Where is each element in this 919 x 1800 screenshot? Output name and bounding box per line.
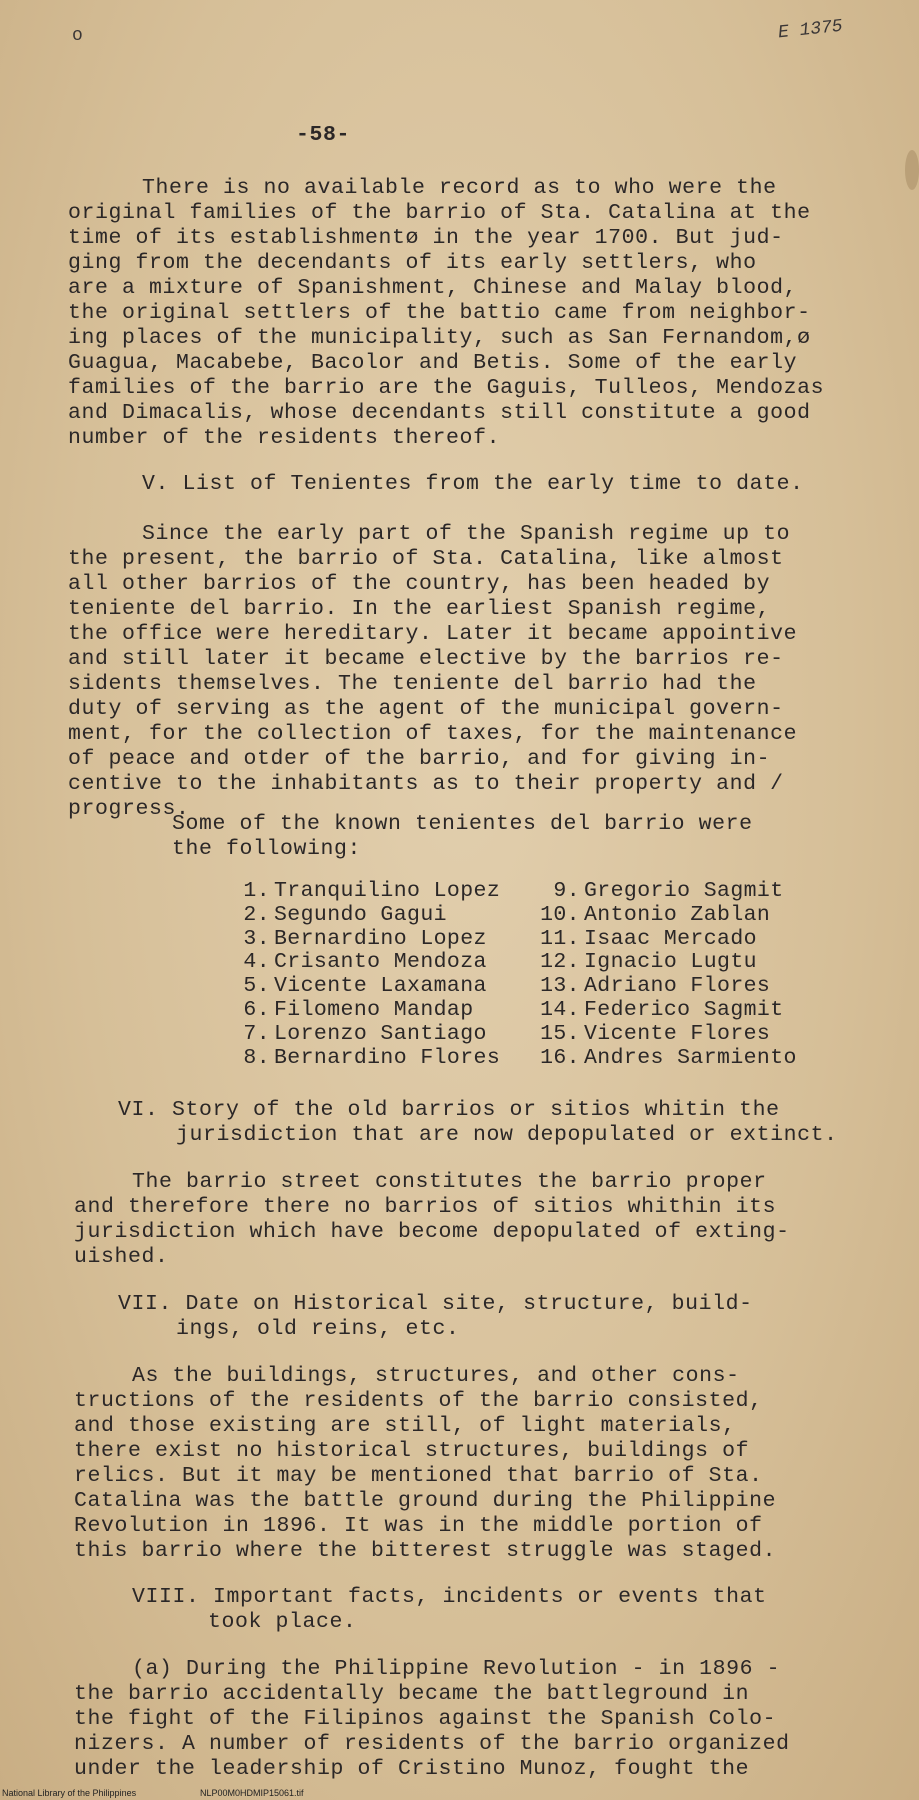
text-line: As the buildings, structures, and other cons- — [132, 1364, 740, 1388]
teniente-name: Andres Sarmiento — [584, 1045, 797, 1070]
teniente-name: Tranquilino Lopez — [274, 879, 501, 903]
text-line: jurisdiction which have become depopulated of exting- — [74, 1220, 790, 1244]
list-number: 9. — [553, 879, 580, 903]
text-line: the fight of the Filipinos against the Spanish Colo- — [74, 1707, 777, 1731]
list-number: 8. — [243, 1045, 270, 1070]
text-line: this barrio where the bitterest struggle was staged. — [74, 1539, 777, 1563]
text-line: Since the early part of the Spanish regime up to — [142, 522, 791, 546]
section-heading: V. List of Tenientes from the early time to date. — [142, 472, 804, 496]
text-line: the office were hereditary. Later it became appointive — [68, 622, 798, 646]
text-line: there exist no historical structures, buildings of — [74, 1439, 750, 1463]
text-line: Catalina was the battle ground during the Philippine — [74, 1489, 777, 1513]
text-line: families of the barrio are the Gaguis, Tulleos, Mendozas — [68, 376, 825, 400]
teniente-name: Federico Sagmit — [584, 997, 784, 1022]
text-line: original families of the barrio of Sta. Catalina at the — [68, 201, 811, 225]
teniente-name: Bernardino Lopez — [274, 926, 487, 951]
list-number: 10. — [540, 902, 580, 927]
text-line: and therefore there no barrios of sitios whithin its — [74, 1195, 777, 1219]
text-line: ging from the decendants of its early settlers, who — [68, 251, 757, 275]
text-line: number of the residents thereof. — [68, 426, 501, 450]
text-line: uished. — [74, 1245, 169, 1269]
teniente-name: Vicente Laxamana — [274, 974, 487, 999]
list-item — [226, 975, 846, 999]
text-line: and those existing are still, of light materials, — [74, 1414, 736, 1438]
teniente-name: Filomeno Mandap — [274, 997, 474, 1022]
teniente-name: Isaac Mercado — [584, 926, 757, 951]
teniente-name: Segundo Gagui — [274, 902, 447, 927]
section-heading: VII. Date on Historical site, structure, build- — [118, 1292, 753, 1316]
text-line: Guagua, Macabebe, Bacolor and Betis. Some of the early — [68, 351, 798, 375]
text-line: of peace and otder of the barrio, and for giving in- — [68, 747, 771, 771]
teniente-name: Gregorio Sagmit — [584, 879, 784, 903]
list-item — [226, 1047, 846, 1071]
teniente-name: Crisanto Mendoza — [274, 950, 487, 975]
text-line: Revolution in 1896. It was in the middle portion of — [74, 1514, 763, 1538]
list-number: 15. — [540, 1021, 580, 1046]
corner-mark: o — [72, 26, 83, 46]
text-line: nizers. A number of residents of the barrio organized — [74, 1732, 790, 1756]
page-number: -58- — [296, 123, 351, 147]
list-number: 11. — [540, 926, 580, 951]
text-line: The barrio street constitutes the barrio proper — [132, 1170, 767, 1194]
text-line: progress. — [68, 797, 190, 821]
list-item — [226, 880, 846, 904]
text-line: the present, the barrio of Sta. Catalina, like almost — [68, 547, 784, 571]
list-number: 1. — [243, 879, 270, 903]
teniente-name: Ignacio Lugtu — [584, 950, 757, 975]
text-line: There is no available record as to who were the — [142, 176, 777, 200]
list-number: 16. — [540, 1045, 580, 1070]
text-line: all other barrios of the country, has been headed by — [68, 572, 771, 596]
teniente-name: Vicente Flores — [584, 1021, 771, 1046]
list-number: 5. — [243, 974, 270, 999]
text-line: duty of serving as the agent of the municipal govern- — [68, 697, 784, 721]
list-item — [226, 951, 846, 975]
teniente-name: Antonio Zablan — [584, 902, 771, 927]
text-line: sidents themselves. The teniente del barrio had the — [68, 672, 757, 696]
list-number: 4. — [243, 950, 270, 975]
list-item — [226, 999, 846, 1023]
text-line: centive to the inhabitants as to their property and / — [68, 772, 784, 796]
text-line: and Dimacalis, whose decendants still constitute a good — [68, 401, 811, 425]
text-line: (a) During the Philippine Revolution - in 1896 - — [132, 1657, 781, 1681]
paper-stain — [905, 150, 919, 190]
list-number: 14. — [540, 997, 580, 1022]
text-line: time of its establishmentø in the year 1700. But jud- — [68, 226, 784, 250]
list-item — [226, 1023, 846, 1047]
list-number: 13. — [540, 974, 580, 999]
section-heading: ings, old reins, etc. — [176, 1317, 460, 1341]
list-number: 6. — [243, 997, 270, 1022]
text-line: the following: — [172, 837, 362, 861]
tenientes-list — [226, 880, 846, 1070]
text-line: the barrio accidentally became the battleground in — [74, 1682, 750, 1706]
text-line: the original settlers of the battio came from neighbor- — [68, 301, 811, 325]
library-footer: National Library of the Philippines — [2, 1788, 137, 1798]
text-line: Some of the known tenientes del barrio were — [172, 812, 753, 836]
list-number: 12. — [540, 950, 580, 975]
text-line: tructions of the residents of the barrio consisted, — [74, 1389, 763, 1413]
text-line: are a mixture of Spanishment, Chinese and Malay blood, — [68, 276, 798, 300]
teniente-name: Lorenzo Santiago — [274, 1021, 487, 1046]
text-line: under the leadership of Cristino Munoz, fought the — [74, 1757, 750, 1781]
text-line: ing places of the municipality, such as San Fernandom,ø — [68, 326, 811, 350]
section-heading: jurisdiction that are now depopulated or extinct. — [176, 1123, 838, 1147]
section-heading: took place. — [208, 1610, 357, 1634]
list-number: 2. — [243, 902, 270, 927]
section-heading: VI. Story of the old barrios or sitios whitin the — [118, 1098, 780, 1122]
teniente-name: Adriano Flores — [584, 974, 771, 999]
list-number: 7. — [243, 1021, 270, 1046]
text-line: relics. But it may be mentioned that barrio of Sta. — [74, 1464, 763, 1488]
list-number: 3. — [243, 926, 270, 951]
teniente-name: Bernardino Flores — [274, 1045, 501, 1070]
text-line: ment, for the collection of taxes, for the maintenance — [68, 722, 798, 746]
section-heading: VIII. Important facts, incidents or events that — [132, 1585, 767, 1609]
text-line: and still later it became elective by the barrios re- — [68, 647, 784, 671]
list-item — [226, 928, 846, 952]
file-footer: NLP00M0HDMIP15061.tif — [200, 1788, 304, 1798]
text-line: teniente del barrio. In the earliest Spanish regime, — [68, 597, 771, 621]
archive-reference: E 1375 — [777, 16, 844, 44]
list-item — [226, 904, 846, 928]
